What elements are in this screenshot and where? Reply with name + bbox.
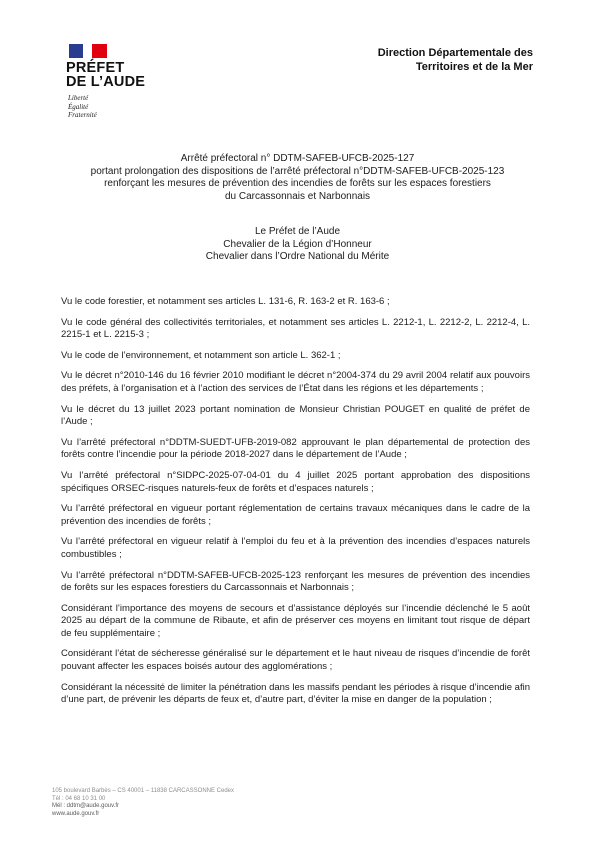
paragraph: Considérant l’état de sécheresse généralisé sur le département et le haut niveau de risques d’incendie de forêt pouvant affecter les espaces boisés autour des agglomérations ; <box>61 648 530 673</box>
paragraph: Vu l’arrêté préfectoral n°DDTM-SAFEB-UFCB-2025-123 renforçant les mesures de prévention des incendies de forêts sur les espaces forestiers du Carcassonnais et Narbonnais ; <box>61 569 530 594</box>
logo-line-2: DE L’AUDE <box>66 74 146 90</box>
paragraph: Vu le code général des collectivités territoriales, et notamment ses articles L. 2212-1, L. 2212-2, L. 2212-4, L. 2215-1 et L. 2215-3 ; <box>61 316 530 341</box>
motto-line: Égalité <box>68 102 89 111</box>
footer-phone: Tél : 04 68 10 31 00 <box>52 795 106 802</box>
legal-basis-section <box>61 296 530 715</box>
paragraph: Vu l’arrêté préfectoral en vigueur relatif à l’emploi du feu et à la prévention des incendies d’espaces naturels combustibles ; <box>61 536 530 560</box>
paragraph: Considérant l’importance des moyens de secours et d’assistance déployés sur l’incendie déclenché le 5 août 2025 au départ de la commune de Ribaute, et afin de préserver ces moyens en limitant tout risque de départ de feu supplémentaire ; <box>61 602 530 639</box>
motto-line: Fraternité <box>68 111 97 119</box>
paragraph: Vu le code forestier, et notamment ses articles L. 131-6, R. 163-2 et R. 163-6 ; <box>61 296 390 307</box>
logo-title <box>66 61 156 89</box>
footer-website: www.aude.gouv.fr <box>52 810 100 817</box>
department-line-1: Direction Départementale des <box>377 47 533 59</box>
footer-email: Mél : ddtm@aude.gouv.fr <box>52 803 120 809</box>
paragraph: Vu l’arrêté préfectoral n°SIDPC-2025-07-04-01 du 4 juillet 2025 portant approbation des dispositions spécifiques ORSEC-risques naturels-feux de forêts et d’espaces naturels ; <box>61 469 530 494</box>
prefect-line: Chevalier de la Légion d’Honneur <box>223 238 372 250</box>
prefect-titles <box>60 226 535 264</box>
title-line: du Carcassonnais et Narbonnais <box>224 190 371 202</box>
paragraph: Vu l’arrêté préfectoral n°DDTM-SUEDT-UFB-2019-082 approuvant le plan départemental de protection des forêts contre l’incendie pour la période 2018-2027 dans le département de l’Aude ; <box>61 436 530 461</box>
paragraph: Vu le décret n°2010-146 du 16 février 2010 modifiant le décret n°2004-374 du 29 avril 2004 relatif aux pouvoirs des préfets, à l’organisation et à l’action des services de l’État dans les régions et les départements ; <box>61 370 530 394</box>
issuing-department <box>378 46 533 74</box>
republic-motto <box>68 94 156 120</box>
prefect-line: Le Préfet de l’Aude <box>254 226 341 237</box>
paragraph: Vu l’arrêté préfectoral en vigueur portant réglementation de certains travaux mécaniques dans le cadre de la prévention des incendies de forêts ; <box>61 503 530 527</box>
paragraph: Considérant la nécessité de limiter la pénétration dans les massifs pendant les périodes à risque d’incendie afin d’une part, de prévenir les départs de feux et, d’autre part, d’éviter la mise en danger de la population ; <box>61 681 530 706</box>
paragraph: Vu le code de l’environnement, et notamment son article L. 362-1 ; <box>61 349 341 361</box>
paragraph: Vu le décret du 13 juillet 2023 portant nomination de Monsieur Christian POUGET en qualité de préfet de l’Aude ; <box>61 403 530 428</box>
title-line: renforçant les mesures de prévention des incendies de forêts sur les espaces forestiers <box>104 178 491 190</box>
prefect-line: Chevalier dans l’Ordre National du Mérite <box>205 251 390 263</box>
page-footer <box>52 788 234 818</box>
prefecture-logo <box>66 44 156 120</box>
logo-line-1: PRÉFET <box>66 60 125 76</box>
marianne-flag-icon <box>69 44 107 58</box>
department-line-2: Territoires et de la Mer <box>415 61 533 73</box>
footer-address: 105 boulevard Barbès – CS 40001 – 11838 CARCASSONNE Cedex <box>52 788 234 794</box>
title-line: portant prolongation des dispositions de l’arrêté préfectoral n°DDTM-SAFEB-UFCB-2025-123 <box>90 165 505 177</box>
motto-line: Liberté <box>68 94 89 102</box>
title-line: Arrêté préfectoral n° DDTM-SAFEB-UFCB-2025-127 <box>180 153 415 164</box>
decree-title <box>60 153 535 203</box>
